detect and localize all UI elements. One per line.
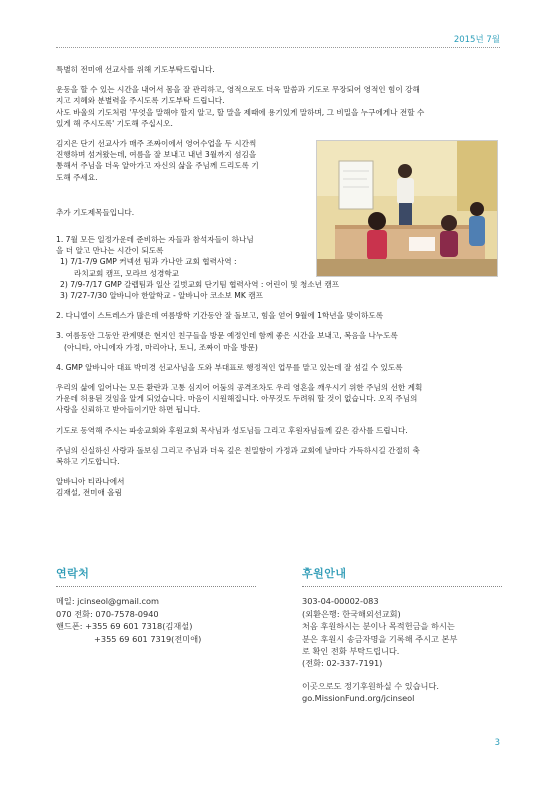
extra-prayer-title: 추가 기도제목들입니다. xyxy=(56,207,135,217)
mobile-line-1: 핸드폰: +355 69 601 7318(김재설) xyxy=(56,621,193,632)
page-number: 3 xyxy=(494,738,500,748)
bank-name: (외환은행: 한국해외선교회) xyxy=(302,608,401,619)
office-phone: (전화: 02-337-7191) xyxy=(302,658,383,669)
mobile-line-2: +355 69 601 7319(전미애) xyxy=(94,633,202,644)
contact-title: 연락처 xyxy=(56,567,90,580)
letter-body xyxy=(56,64,500,508)
account-number: 303-04-00002-083 xyxy=(302,596,379,607)
support-title: 후원안내 xyxy=(302,567,347,580)
prayer-paragraph-1: 운동을 할 수 있는 시간을 내어서 몸을 잘 관리하고, 영적으로도 더욱 말씀과 기도로 무장되어 영적인 힘이 강해 지고 지혜와 분별력을 주시도록 기도부탁 드립니다. 사도 바울의 기도처럼 '무엇을 말해야 할지 알고, 할 말을 제때에 용기있게 말하며, 그 비밀을 누구에게나 전할 수 있게 해 주시도록' 기도해 주십시오. xyxy=(56,85,425,128)
contact-divider xyxy=(56,586,256,587)
phone-070-line: 070 전화: 070-7578-0940 xyxy=(56,608,159,619)
intro-line: 특별히 전미애 선교사를 위해 기도부탁드립니다. xyxy=(56,65,215,74)
email-line[interactable]: 메일: jcinseol@gmail.com xyxy=(56,596,160,607)
missionfund-link[interactable]: go.MissionFund.org/jcinseol xyxy=(302,693,415,704)
support-divider xyxy=(302,586,502,587)
issue-date: 2015년 7월 xyxy=(453,35,500,45)
prayer-item-1: 1. 7월 모든 일정가운데 준비하는 자들과 참석자들이 하나님 을 더 알고 만나는 시간이 되도록 1) 7/1-7/9 GMP 커넥션 팀과 가나안 교회 협력사역 : 라치교회 캠프, 모라브 성경학교 2) 7/9-7/17 GMP 갈렙팀과 일산 길벗교회 단기팀 협력사역 : 어린이 및 청소년 캠프 3) 7/27-7/30 알바니아 한알학교 - 알바니아 코소보 MK 캠프 xyxy=(56,235,340,301)
reflection-paragraph: 우리의 삶에 일어나는 모든 환란과 고통 심지어 어둠의 공격조차도 우리 영혼을 깨우시기 위한 주님의 선한 계획 가운데 허용된 것임을 알게 되었습니다. 마음이 시원해집니다. 아무것도 두려워 할 것이 없습니다. 오직 주님의 사랑을 신뢰하고 받아들이기만 하면 됩니다. xyxy=(56,383,423,415)
prayer-item-3: 3. 여름동안 그동안 관계맺은 현지인 친구들을 방문 예정인데 함께 좋은 시간을 보내고, 복음을 나누도록 (아니타, 아니에자 가정, 마리아나, 토니, 조짜이 마을 방문) xyxy=(56,331,398,352)
prayer-paragraph-2: 김지은 단기 선교사가 매주 조짜이에서 영어수업을 두 시간씩 진행하며 섬겨왔는데, 여름을 잘 보내고 내년 3월까지 섬김을 통해서 주님을 더욱 알아가고 자신의 삶을 주님께 드리도록 기 도해 주세요. xyxy=(56,139,259,182)
support-section: 후원안내 303-04-00002-083 (외환은행: 한국해외선교회) 처음 후원하시는 분이나 목적헌금을 하시는 분은 후원시 송금자명을 기록해 주시고 본부 로 확인 전화 부탁드립니다. (전화: 02-337-7191) 이곳으로도 정기후원하실 수 있습니다. go.MissionFund.org/jcinseol xyxy=(302,568,502,705)
header-divider xyxy=(56,47,500,48)
thanks-paragraph: 기도로 동역해 주시는 파송교회와 후원교회 목사님과 성도님들 그리고 후원자님들께 깊은 감사를 드립니다. xyxy=(56,425,408,435)
online-note: 이곳으로도 정기후원하실 수 있습니다. xyxy=(302,680,439,691)
signature: 알바니아 티라나에서 김재설, 전미애 올림 xyxy=(56,477,125,498)
english-class-photo xyxy=(316,140,498,277)
blessing-paragraph: 주님의 신실하신 사랑과 돌보심 그리고 주님과 더욱 깊은 친밀함이 가정과 교회에 날마다 가득하시길 간절히 축 복하고 기도합니다. xyxy=(56,445,420,467)
prayer-item-4: 4. GMP 알바니아 대표 박미경 선교사님을 도와 부대표로 행정적인 업무를 맡고 있는데 잘 섬길 수 있도록 xyxy=(56,362,403,372)
prayer-item-2: 2. 다니엘이 스트레스가 많은데 여름방학 기간동안 잘 돌보고, 힘을 얻어 9월에 1학년을 맞이하도록 xyxy=(56,311,384,321)
contact-section xyxy=(56,568,266,645)
